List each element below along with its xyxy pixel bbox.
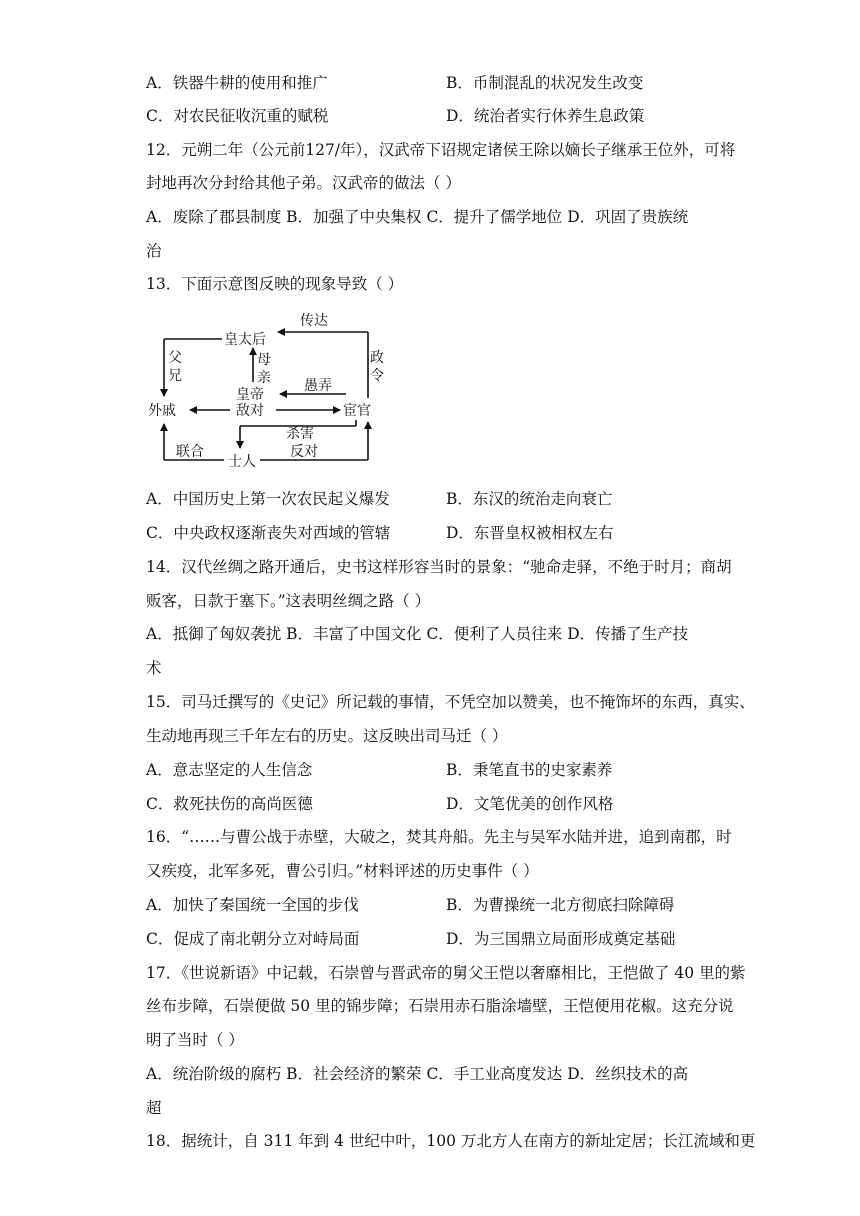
- diagram-scholars: 士人: [228, 454, 256, 470]
- q15-option-c: C．救死扶伤的高尚医德: [146, 795, 313, 813]
- diagram-decree-1: 政: [370, 350, 384, 366]
- diagram-empress-dowager: 皇太后: [224, 332, 266, 348]
- q17-stem-line1: 17．《世说新语》中记载，石崇曾与晋武帝的舅父王恺以奢靡相比，王恺做了 40 里的紫: [146, 964, 746, 982]
- q15-option-b: B．秉笔直书的史家素养: [446, 761, 613, 779]
- q17-stem-line2: 丝布步障，石崇便做 50 里的锦步障；石崇用赤石脂涂墙壁，王恺便用花椒。这充分说: [146, 997, 734, 1015]
- q16-option-a: A．加快了秦国统一全国的步伐: [146, 896, 359, 914]
- q18-stem-line1: 18．据统计，自 311 年到 4 世纪中叶，100 万北方人在南方的新址定居；长江流域和更: [146, 1132, 756, 1150]
- q13-diagram: [140, 310, 400, 475]
- q13-option-a: A．中国历史上第一次农民起义爆发: [146, 490, 390, 508]
- diagram-decree-2: 令: [370, 368, 384, 384]
- diagram-father-2: 兄: [168, 368, 182, 384]
- q14-stem-line1: 14．汉代丝绸之路开通后，史书这样形容当时的景象：“驰命走驿，不绝于时月；商胡: [146, 558, 732, 576]
- q14-options: A．抵御了匈奴袭扰 B．丰富了中国文化 C．便利了人员往来 D．传播了生产技: [146, 625, 689, 643]
- diagram-mother-2: 亲: [257, 370, 271, 386]
- diagram-mother-1: 母: [257, 352, 271, 368]
- diagram-oppose: 反对: [290, 444, 318, 460]
- diagram-fool: 愚弄: [304, 378, 332, 394]
- q17-stem-line3: 明了当时（ ）: [146, 1031, 244, 1049]
- diagram-emperor: 皇帝: [236, 387, 264, 403]
- q15-stem-line2: 生动地再现三千年左右的历史。这反映出司马迁（ ）: [146, 727, 508, 745]
- q14-options-wrap: 术: [146, 659, 162, 677]
- diagram-hostile: 敌对: [236, 403, 264, 419]
- q15-option-a: A．意志坚定的人生信念: [146, 761, 313, 779]
- q17-options: A．统治阶级的腐朽 B．社会经济的繁荣 C．手工业高度发达 D．丝织技术的高: [146, 1065, 689, 1083]
- q11-option-c: C．对农民征收沉重的赋税: [146, 107, 329, 125]
- q13-stem: 13．下面示意图反映的现象导致（ ）: [146, 275, 404, 293]
- q17-options-wrap: 超: [146, 1099, 162, 1117]
- diagram-ally: 联合: [176, 444, 204, 460]
- diagram-transmit: 传达: [300, 313, 328, 329]
- q12-stem-line2: 封地再次分封给其他子弟。汉武帝的做法（ ）: [146, 174, 461, 192]
- q13-option-b: B．东汉的统治走向衰亡: [446, 490, 613, 508]
- q16-option-b: B．为曹操统一北方彻底扫除障碍: [446, 896, 675, 914]
- diagram-father-1: 父: [168, 350, 182, 366]
- q16-stem-line1: 16．“……与曹公战于赤壁，大破之，焚其舟船。先主与吴军水陆并进，追到南郡，时: [146, 828, 732, 846]
- q15-option-d: D．文笔优美的创作风格: [446, 795, 614, 813]
- q11-option-d: D．统治者实行休养生息政策: [446, 107, 645, 125]
- q12-options: A．废除了郡县制度 B．加强了中央集权 C．提升了儒学地位 D．巩固了贵族统: [146, 208, 689, 226]
- q11-option-a: A．铁器牛耕的使用和推广: [146, 74, 328, 92]
- q13-option-d: D．东晋皇权被相权左右: [446, 524, 614, 542]
- q12-options-wrap: 治: [146, 242, 162, 260]
- q15-stem-line1: 15．司马迁撰写的《史记》所记载的事情，不凭空加以赞美，也不掩饰坏的东西，真实、: [146, 693, 755, 711]
- diagram-kill: 杀害: [286, 426, 314, 442]
- q16-option-c: C．促成了南北朝分立对峙局面: [146, 930, 360, 948]
- q13-option-c: C．中央政权逐渐丧失对西域的管辖: [146, 524, 391, 542]
- diagram-eunuchs: 宦官: [343, 403, 371, 419]
- q16-stem-line2: 又疾疫，北军多死，曹公引归。”材料评述的历史事件（ ）: [146, 862, 539, 880]
- q16-option-d: D．为三国鼎立局面形成奠定基础: [446, 930, 676, 948]
- q12-stem-line1: 12．元朔二年（公元前127/年），汉武帝下诏规定诸侯王除以嫡长子继承王位外，可将: [146, 141, 736, 159]
- q14-stem-line2: 贩客，日款于塞下。”这表明丝绸之路（ ）: [146, 592, 431, 610]
- q11-option-b: B．币制混乱的状况发生改变: [446, 74, 644, 92]
- diagram-in-laws: 外戚: [148, 403, 176, 419]
